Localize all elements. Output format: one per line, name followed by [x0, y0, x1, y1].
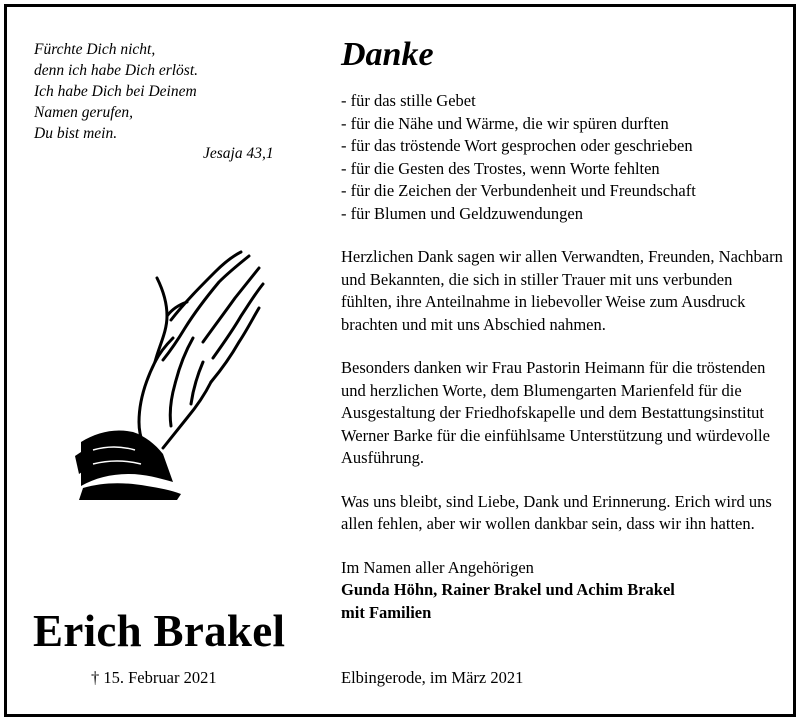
verse-line: Fürchte Dich nicht,: [34, 41, 156, 58]
signature-names: Gunda Höhn, Rainer Brakel und Achim Brakel: [341, 580, 675, 599]
thanks-paragraph: Besonders danken wir Frau Pastorin Heimann für die tröstenden und herzlichen Worte, dem Blumengarten Marienfeld für die Ausgestaltung der Friedhofskapelle und dem Bestattungsinstitut Werner Barke für die einfühlsame Unterstützung und würdevolle Ausführung.: [341, 358, 770, 467]
thanks-title: Danke: [341, 36, 434, 73]
thanks-paragraph: Herzlichen Dank sagen wir allen Verwandten, Freunden, Nachbarn und Bekannten, die sich in stiller Trauer mit uns verbunden fühlten, ihre Anteilnahme in liebevoller Weise zum Ausdruck brachten und mit uns Abschied nahmen.: [341, 247, 783, 334]
signature-intro: Im Namen aller Angehörigen: [341, 557, 534, 577]
death-date: † 15. Februar 2021: [91, 668, 217, 687]
list-item: - für das tröstende Wort gesprochen oder geschrieben: [341, 136, 693, 155]
verse-line: Du bist mein.: [34, 125, 118, 142]
verse-reference: Jesaja 43,1: [203, 145, 274, 162]
list-item: - für die Zeichen der Verbundenheit und Freundschaft: [341, 181, 696, 200]
place-date: Elbingerode, im März 2021: [341, 668, 524, 687]
obituary-frame: [4, 4, 796, 717]
verse-line: Namen gerufen,: [34, 104, 134, 121]
bible-verse: [34, 39, 198, 144]
list-item: - für die Nähe und Wärme, die wir spüren durften: [341, 113, 669, 133]
list-item: - für Blumen und Geldzuwendungen: [341, 203, 583, 223]
list-item: - für das stille Gebet: [341, 91, 476, 110]
thanks-list: [341, 90, 786, 225]
signature: [341, 557, 786, 625]
verse-line: Ich habe Dich bei Deinem: [34, 83, 197, 100]
thanks-column: [341, 33, 786, 624]
verse-line: denn ich habe Dich erlöst.: [34, 62, 199, 79]
signature-family: mit Familien: [341, 602, 432, 622]
praying-hands-icon: [63, 242, 273, 502]
deceased-name: Erich Brakel: [33, 606, 286, 656]
list-item: - für die Gesten des Trostes, wenn Worte fehlten: [341, 158, 660, 178]
thanks-paragraph: Was uns bleibt, sind Liebe, Dank und Erinnerung. Erich wird uns allen fehlen, aber wir wollen dankbar sein, dass wir ihn hatten.: [341, 491, 772, 533]
